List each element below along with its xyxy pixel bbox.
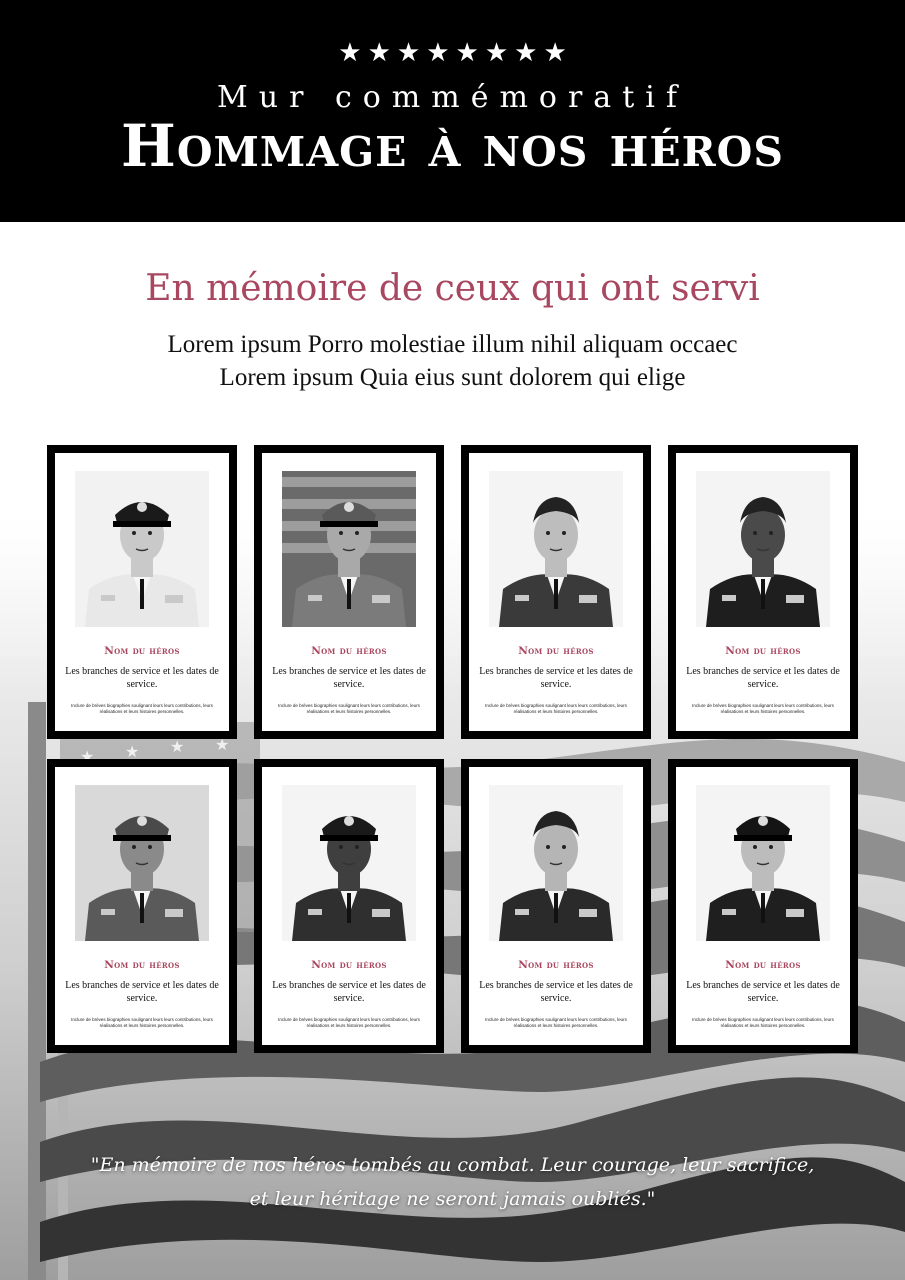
portrait-image: [696, 471, 830, 627]
hero-card-inner: [676, 453, 850, 731]
star-icon: ★: [367, 38, 391, 68]
hero-card-inner: [262, 767, 436, 1045]
hero-portrait: [489, 785, 623, 941]
hero-service-branch: Les branches de service et les dates de service.: [65, 980, 219, 1004]
star-icon: ★: [484, 38, 509, 68]
header-kicker: Mur commémoratif: [217, 80, 688, 115]
hero-bio: Inclure de brèves biographies soulignant leurs leurs contributions, leurs réalisations et leurs histoires personnelles.: [71, 1017, 213, 1028]
hero-card-inner: [55, 453, 229, 731]
hero-portrait: [696, 471, 830, 627]
quote-line: "En mémoire de nos héros tombés au combat. Leur courage, leur sacrifice,: [90, 1154, 815, 1176]
hero-service-branch: Les branches de service et les dates de service.: [686, 980, 840, 1004]
hero-bio: Inclure de brèves biographies soulignant leurs leurs contributions, leurs réalisations et leurs histoires personnelles.: [692, 1017, 834, 1028]
hero-name: Nom du héros: [311, 645, 387, 657]
portrait-image: [282, 785, 416, 941]
portrait-image: [75, 471, 209, 627]
header-banner: [0, 0, 905, 222]
hero-bio: Inclure de brèves biographies soulignant leurs leurs contributions, leurs réalisations et leurs histoires personnelles.: [485, 1017, 627, 1028]
hero-service-branch: Les branches de service et les dates de service.: [686, 666, 840, 690]
hero-name: Nom du héros: [104, 959, 180, 971]
hero-card-inner: [55, 767, 229, 1045]
hero-service-branch: Les branches de service et les dates de service.: [479, 666, 633, 690]
hero-name: Nom du héros: [518, 959, 594, 971]
star-icon: ★: [455, 38, 479, 68]
hero-bio: Inclure de brèves biographies soulignant leurs leurs contributions, leurs réalisations et leurs histoires personnelles.: [278, 703, 420, 714]
hero-portrait: [75, 471, 209, 627]
hero-card-inner: [469, 767, 643, 1045]
hero-card: [254, 445, 444, 739]
hero-bio: Inclure de brèves biographies soulignant leurs leurs contributions, leurs réalisations et leurs histoires personnelles.: [485, 703, 627, 714]
intro-line: Lorem ipsum Quia eius sunt dolorem qui elige: [219, 364, 686, 391]
hero-portrait: [282, 785, 416, 941]
hero-card-inner: [262, 453, 436, 731]
hero-card: [461, 445, 651, 739]
star-icon: ★: [396, 38, 421, 68]
hero-card: [668, 759, 858, 1053]
hero-card: [47, 759, 237, 1053]
hero-portrait: [696, 785, 830, 941]
hero-card: [668, 445, 858, 739]
stars-row: [0, 40, 905, 66]
portrait-image: [489, 471, 623, 627]
star-icon: ★: [514, 38, 538, 68]
hero-name: Nom du héros: [311, 959, 387, 971]
hero-bio: Inclure de brèves biographies soulignant leurs leurs contributions, leurs réalisations et leurs histoires personnelles.: [71, 703, 213, 714]
portrait-image: [489, 785, 623, 941]
portrait-image: [75, 785, 209, 941]
hero-card: [47, 445, 237, 739]
star-icon: ★: [338, 38, 362, 68]
portrait-image: [282, 471, 416, 627]
hero-card: [254, 759, 444, 1053]
hero-name: Nom du héros: [725, 959, 801, 971]
intro-text: [0, 328, 905, 394]
intro-line: Lorem ipsum Porro molestiae illum nihil aliquam occaec: [167, 331, 738, 358]
quote-line: et leur héritage ne seront jamais oubliés.": [249, 1188, 656, 1210]
hero-portrait: [282, 471, 416, 627]
hero-portrait: [489, 471, 623, 627]
section-subtitle: En mémoire de ceux qui ont servi: [145, 268, 760, 309]
hero-service-branch: Les branches de service et les dates de service.: [65, 666, 219, 690]
page-title: Hommage à nos héros: [121, 112, 784, 180]
hero-card-inner: [676, 767, 850, 1045]
hero-bio: Inclure de brèves biographies soulignant leurs leurs contributions, leurs réalisations et leurs histoires personnelles.: [278, 1017, 420, 1028]
star-icon: ★: [426, 38, 450, 68]
hero-service-branch: Les branches de service et les dates de service.: [272, 666, 426, 690]
hero-service-branch: Les branches de service et les dates de service.: [479, 980, 633, 1004]
portrait-image: [696, 785, 830, 941]
hero-card: [461, 759, 651, 1053]
hero-name: Nom du héros: [725, 645, 801, 657]
hero-bio: Inclure de brèves biographies soulignant leurs leurs contributions, leurs réalisations et leurs histoires personnelles.: [692, 703, 834, 714]
hero-name: Nom du héros: [518, 645, 594, 657]
hero-service-branch: Les branches de service et les dates de service.: [272, 980, 426, 1004]
hero-card-inner: [469, 453, 643, 731]
memorial-quote: [60, 1148, 845, 1216]
hero-name: Nom du héros: [104, 645, 180, 657]
star-icon: ★: [543, 38, 567, 68]
hero-portrait: [75, 785, 209, 941]
